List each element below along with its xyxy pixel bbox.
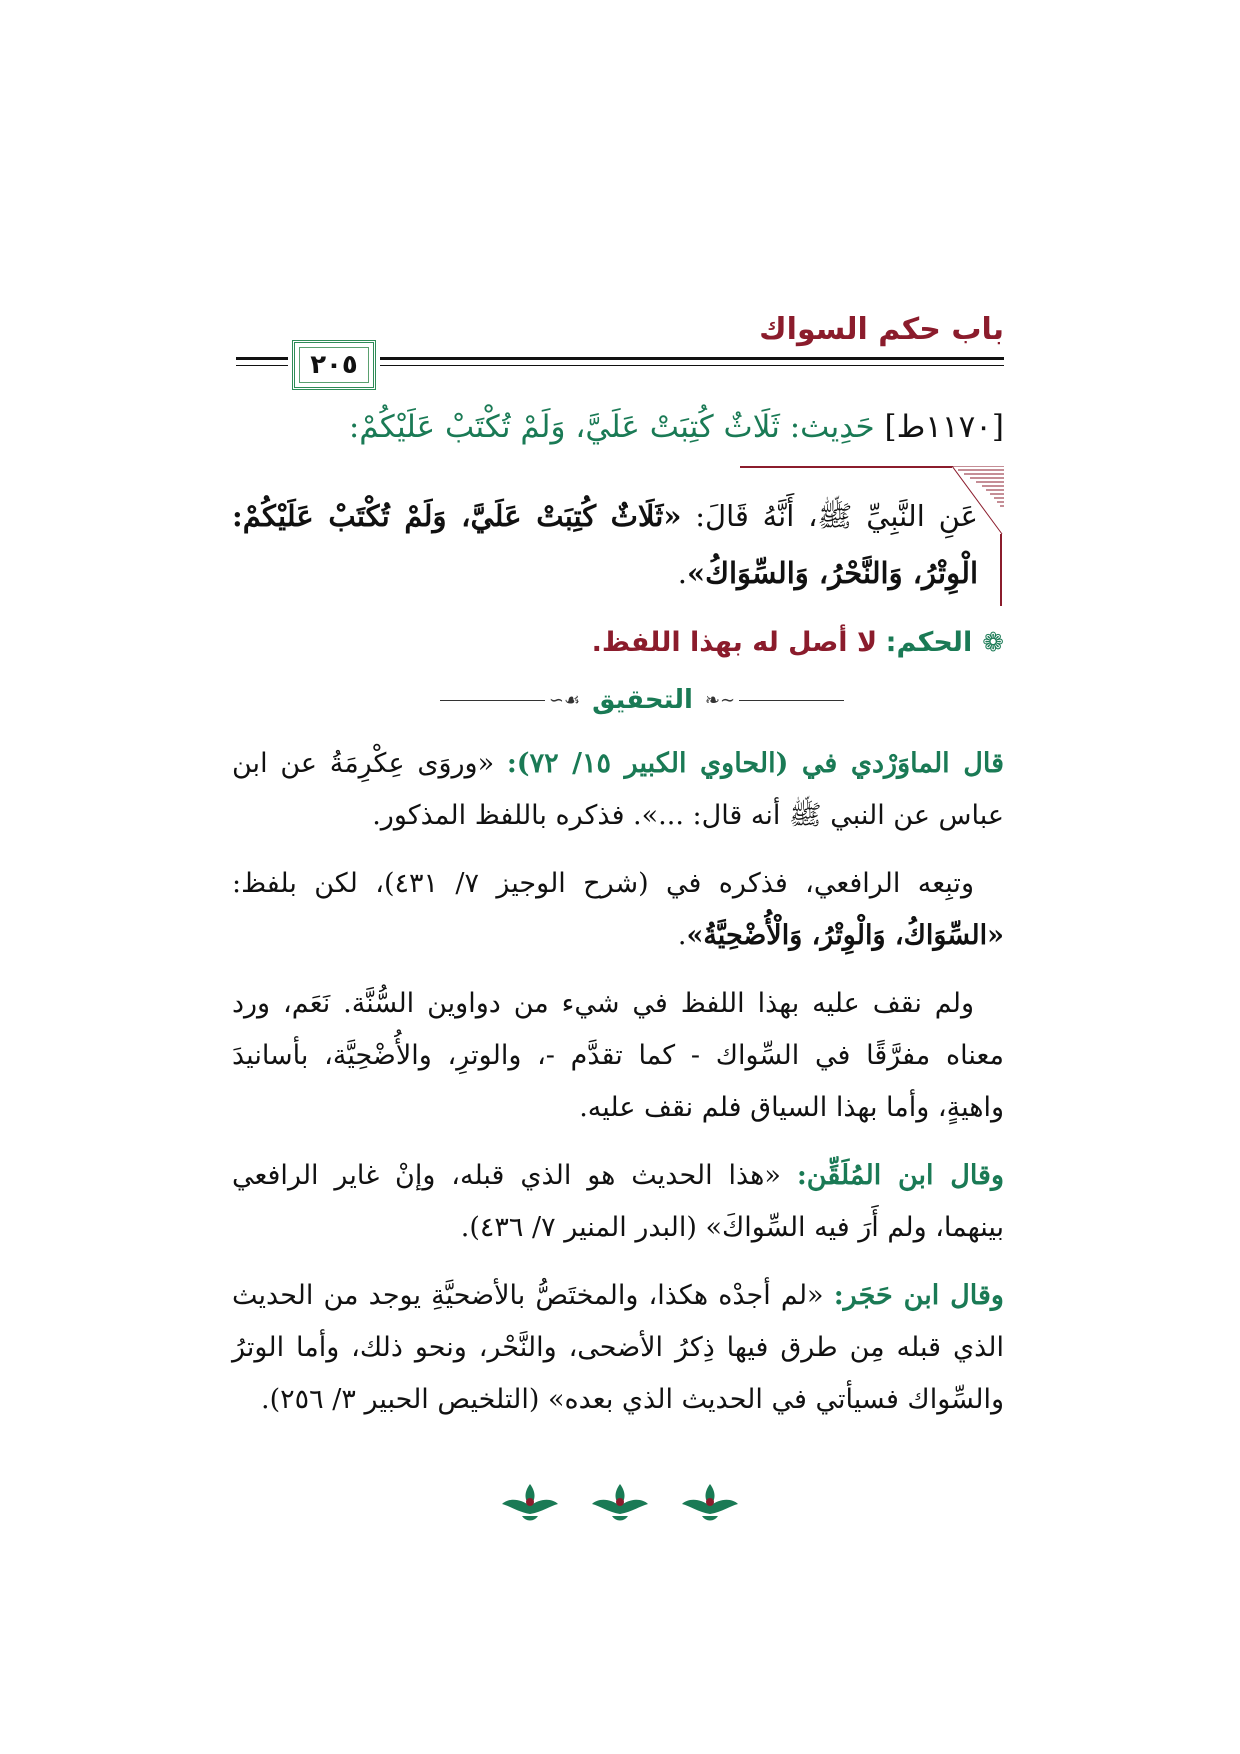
divider-line-right xyxy=(739,700,844,701)
matn-top-rule xyxy=(740,466,952,468)
hadith-text xyxy=(232,488,978,602)
paragraph-text: ولم نقف عليه بهذا اللفظ في شيء من دواوين السُّنَّة. نَعَم، ورد معناه مفرَّقًا في السِّواك - كما تقدَّم -، والوترِ، والأُضْحِيَّة، بأسانيدَ واهيةٍ، وأما بهذا السياق فلم نقف عليه. xyxy=(232,988,1004,1123)
ruling-line xyxy=(232,620,1004,666)
paragraph-source: وقال ابن المُلَقِّن: xyxy=(796,1160,1004,1191)
divider-ornament-icon: ☙∼ xyxy=(548,689,581,711)
paragraph-text: وتبِعه الرافعي، فذكره في (شرح الوجيز ٧/ ٤٣١)، لكن بلفظ: xyxy=(232,868,974,899)
paragraph-text: «لم أجدْه هكذا، والمختَصُّ بالأضحيَّةِ يوجد من الحديث الذي قبله مِن طرق فيها ذِكرُ الأضحى، والنَّحْر، ونحو ذلك، وأما الوترُ والسِّواك فسيأتي في الحديث الذي بعده» (التلخيص الحبير ٣/ ٢٥٦). xyxy=(232,1280,1004,1415)
matn-side-rule xyxy=(1000,534,1002,606)
hadith-number: [١١٧٠ط] xyxy=(884,409,1004,445)
header-rule-right-thin xyxy=(380,365,1004,366)
divider-ornament-icon: ∽❧ xyxy=(704,689,736,711)
hadith-lead: عَنِ النَّبِيِّ ﷺ، أَنَّهُ قَالَ: xyxy=(681,499,978,533)
flower-ornament-icon xyxy=(500,1480,560,1526)
hadith-quote: «ثَلَاثٌ كُتِبَتْ عَلَيَّ، وَلَمْ تُكْتَبْ عَلَيْكُمْ: الْوِتْرُ، وَالنَّحْرُ، وَالسِّوَاكُ» xyxy=(232,499,978,590)
page-number-frame xyxy=(292,340,376,390)
header-rule-left xyxy=(236,357,288,360)
paragraph-text: «هذا الحديث هو الذي قبله، وإنْ غاير الرافعي بينهما، ولم أَرَ فيه السِّواكَ» (البدر المنير ٧/ ٤٣٦). xyxy=(232,1160,1004,1243)
paragraph-quote: «السِّوَاكُ، وَالْوِتْرُ، وَالْأُضْحِيَّةُ» xyxy=(686,920,1004,951)
hadith-title: حَدِيث: ثَلَاثٌ كُتِبَتْ عَلَيَّ، وَلَمْ تُكْتَبْ عَلَيْكُمْ: xyxy=(348,409,875,445)
footer-ornament xyxy=(500,1480,740,1530)
hadith-end: . xyxy=(677,556,687,590)
flower-ornament-icon xyxy=(680,1480,740,1526)
ruling-value: لا أصل له بهذا اللفظ. xyxy=(591,627,878,658)
header-rule-left-thin xyxy=(236,365,288,366)
section-divider xyxy=(440,680,844,720)
section-title: التحقيق xyxy=(592,685,693,715)
flower-ornament-icon xyxy=(590,1480,650,1526)
paragraph-source: وقال ابن حَجَر: xyxy=(833,1280,1004,1311)
paragraph-ibn-mulaqqin xyxy=(232,1150,1004,1254)
paragraph-note xyxy=(232,978,1004,1134)
paragraph-rafii xyxy=(232,858,1004,962)
ruling-label: الحكم: xyxy=(885,627,973,658)
page-number: ٢٠٥ xyxy=(310,350,358,380)
running-title: باب حكم السواك xyxy=(759,312,1004,347)
paragraph-text: «وروَى عِكْرِمَةُ عن ابن عباس عن النبي ﷺ أنه قال: ...». فذكره باللفظ المذكور. xyxy=(232,748,1004,831)
header-rule-right xyxy=(380,357,1004,360)
hadith-heading xyxy=(232,404,1004,450)
paragraph-mawardi xyxy=(232,738,1004,842)
paragraph-end: . xyxy=(677,920,687,951)
flower-bullet-icon: ❁ xyxy=(982,628,1004,658)
divider-line-left xyxy=(440,700,545,701)
paragraph-source: قال الماوَرْدي في (الحاوي الكبير ١٥/ ٧٢): xyxy=(506,748,1005,779)
paragraph-ibn-hajar xyxy=(232,1270,1004,1426)
